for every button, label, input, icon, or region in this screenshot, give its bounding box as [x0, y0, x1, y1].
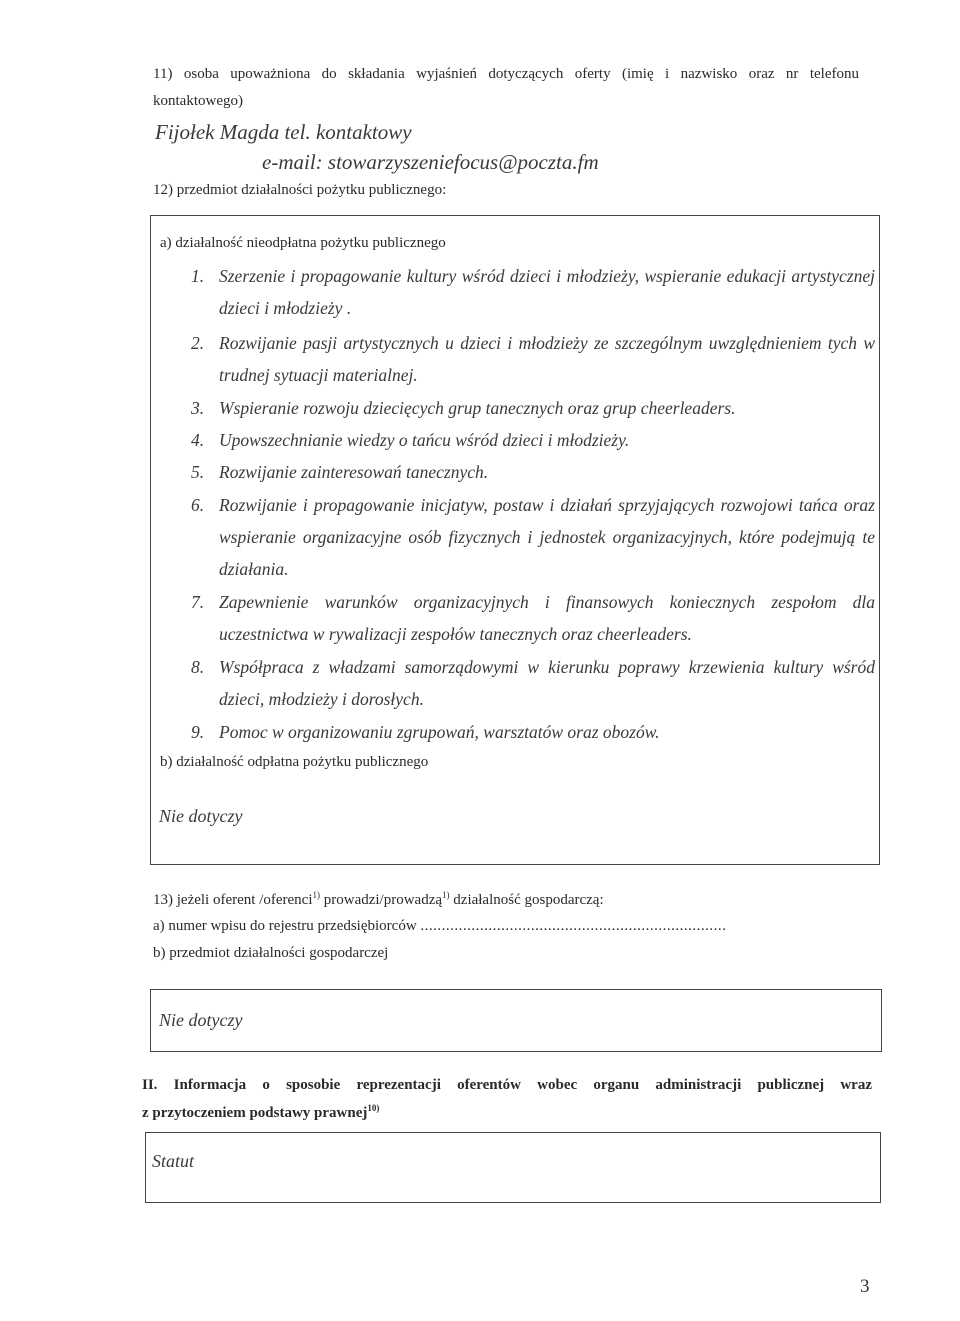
section2-title-text2: z przytoczeniem podstawy prawnej	[142, 1105, 368, 1121]
q13-footnote-ref-1: 1)	[312, 890, 320, 900]
q12-item-7-num: 7.	[191, 592, 205, 612]
section2-title-line1	[142, 1077, 872, 1094]
q12-item-2-num: 2.	[191, 333, 205, 353]
q12-item-6-num: 6.	[191, 495, 205, 515]
q13-label-mid: prowadzi/prowadzą	[320, 892, 443, 908]
q13-a-line	[153, 918, 726, 935]
q12-item-1-num: 1.	[191, 266, 205, 286]
q12-label: 12) przedmiot działalności pożytku publicznego:	[153, 182, 447, 198]
q13-b-label: b) przedmiot działalności gospodarczej	[153, 945, 389, 961]
q12-item-3-num: 3.	[191, 398, 205, 418]
q12-item-8-text: Współpraca z władzami samorządowymi w kierunku poprawy krzewienia kultury wśród dzieci, młodzieży i dorosłych.	[219, 657, 875, 709]
section2-title-text1: Informacja o sposobie reprezentacji oferentów wobec organu administracji publicznej wraz	[173, 1077, 872, 1093]
q12-item-4-text: Upowszechnianie wiedzy o tańcu wśród dzieci i młodzieży.	[219, 430, 630, 450]
section2-value: Statut	[152, 1151, 195, 1171]
section2-footnote-ref: 10)	[367, 1103, 380, 1113]
q12-items-list	[191, 254, 875, 754]
q12-item-7-text: Zapewnienie warunków organizacyjnych i finansowych koniecznych zespołom dla uczestnictwa w rywalizacji zespołów tanecznych oraz cheerleaders.	[219, 592, 875, 644]
q13-label-pre: 13) jeżeli oferent /oferenci	[153, 892, 313, 908]
q11-email: e-mail: stowarzyszeniefocus@poczta.fm	[262, 150, 599, 174]
q12-item-5-text: Rozwijanie zainteresowań tanecznych.	[219, 462, 489, 482]
q11-label-line1: 11) osoba upoważniona do składania wyjaśnień dotyczących oferty (imię i nazwisko oraz nr telefonu	[153, 66, 859, 82]
q12-a-label: a) działalność nieodpłatna pożytku publicznego	[160, 235, 446, 251]
q11-label-line2: kontaktowego)	[153, 93, 243, 109]
q12-item-9-text: Pomoc w organizowaniu zgrupowań, warsztatów oraz obozów.	[219, 722, 660, 742]
q13-label	[153, 890, 604, 909]
q12-item-5-num: 5.	[191, 462, 205, 482]
q12-item-4-num: 4.	[191, 430, 205, 450]
q13-a-label: a) numer wpisu do rejestru przedsiębiorców	[153, 918, 417, 934]
q12-b-label: b) działalność odpłatna pożytku publicznego	[160, 754, 429, 770]
q12-item-3-text: Wspieranie rozwoju dziecięcych grup tanecznych oraz grup cheerleaders.	[219, 398, 736, 418]
q12-item-8-num: 8.	[191, 657, 205, 677]
q12-item-2-text: Rozwijanie pasji artystycznych u dzieci i młodzieży ze szczególnym uwzględnieniem tych w trudnej sytuacji materialnej.	[219, 333, 875, 385]
q13-a-dots: ........................................................................	[420, 918, 727, 934]
q12-b-value: Nie dotyczy	[159, 806, 243, 826]
q13-footnote-ref-2: 1)	[442, 890, 450, 900]
q13-label-post: działalność gospodarczą:	[449, 892, 604, 908]
page-number: 3	[860, 1276, 870, 1297]
q12-item-9-num: 9.	[191, 722, 205, 742]
q11-name-phone: Fijołek Magda tel. kontaktowy	[155, 120, 412, 144]
q13-answer-box	[150, 989, 882, 1052]
section2-title-line2	[142, 1103, 379, 1122]
section2-number: II.	[142, 1077, 158, 1093]
q13-b-value: Nie dotyczy	[159, 1010, 243, 1030]
q12-answer-box	[150, 215, 880, 865]
section2-answer-box	[145, 1132, 881, 1203]
q12-item-6-text: Rozwijanie i propagowanie inicjatyw, postaw i działań sprzyjających rozwojowi tańca oraz wspieranie organizacyjne osób fizycznych i jednostek organizacyjnych, które podejmują te działania.	[219, 495, 875, 579]
q12-item-1-text: Szerzenie i propagowanie kultury wśród dzieci i młodzieży, wspieranie edukacji artystycznej dzieci i młodzieży .	[219, 266, 875, 318]
